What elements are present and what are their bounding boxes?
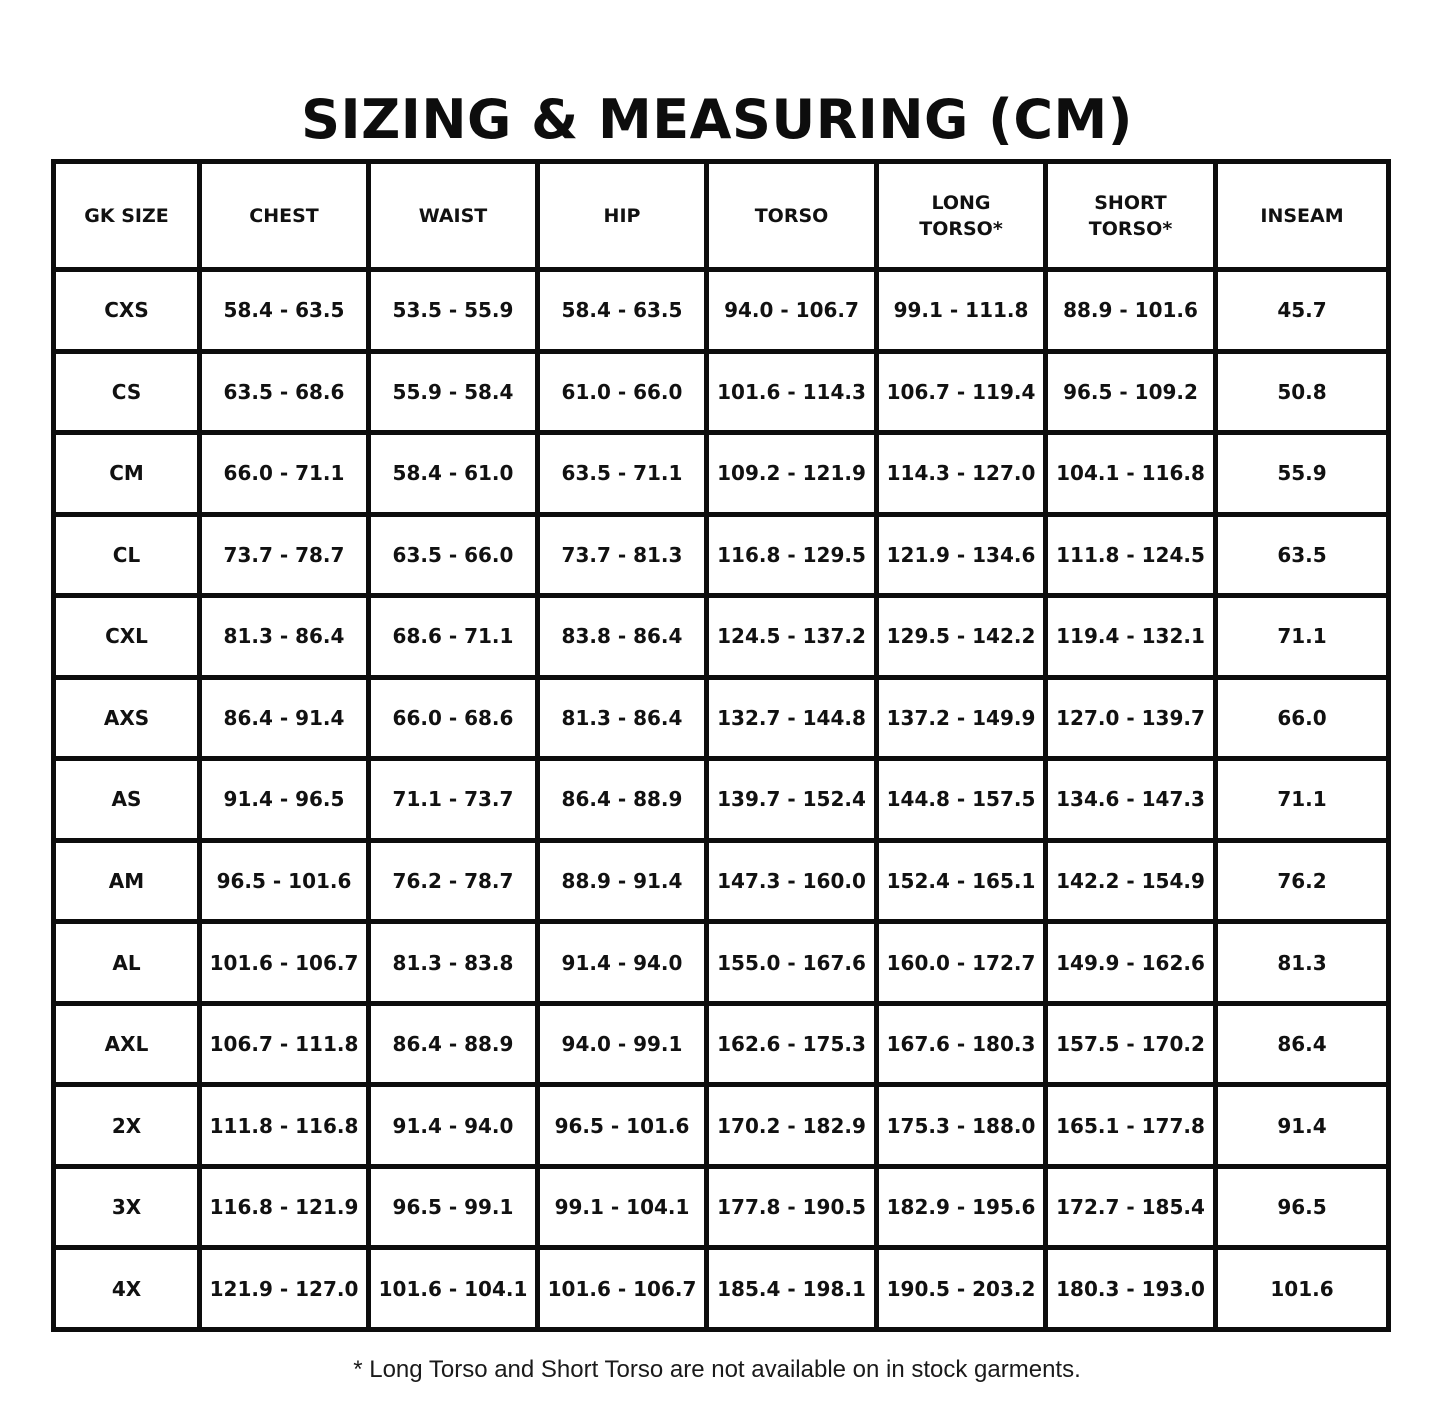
cell-inseam: 66.0 — [1216, 677, 1389, 759]
cell-torso: 101.6 - 114.3 — [707, 351, 877, 433]
column-header-long-torso: LONG TORSO* — [877, 162, 1046, 270]
cell-torso: 139.7 - 152.4 — [707, 759, 877, 841]
table-row — [54, 1248, 1389, 1330]
cell-long-torso: 99.1 - 111.8 — [877, 270, 1046, 352]
cell-long-torso: 137.2 - 149.9 — [877, 677, 1046, 759]
cell-gk-size: CXL — [54, 596, 200, 678]
cell-chest: 111.8 - 116.8 — [200, 1085, 369, 1167]
cell-chest: 91.4 - 96.5 — [200, 759, 369, 841]
footnote: * Long Torso and Short Torso are not available on in stock garments. — [353, 1356, 1081, 1383]
cell-gk-size: AS — [54, 759, 200, 841]
cell-short-torso: 172.7 - 185.4 — [1046, 1166, 1216, 1248]
cell-short-torso: 157.5 - 170.2 — [1046, 1003, 1216, 1085]
cell-torso: 162.6 - 175.3 — [707, 1003, 877, 1085]
cell-inseam: 81.3 — [1216, 922, 1389, 1004]
cell-chest: 101.6 - 106.7 — [200, 922, 369, 1004]
cell-inseam: 45.7 — [1216, 270, 1389, 352]
cell-long-torso: 152.4 - 165.1 — [877, 840, 1046, 922]
cell-gk-size: AXS — [54, 677, 200, 759]
cell-long-torso: 144.8 - 157.5 — [877, 759, 1046, 841]
table-row — [54, 1166, 1389, 1248]
cell-long-torso: 121.9 - 134.6 — [877, 514, 1046, 596]
column-header-hip: HIP — [538, 162, 707, 270]
cell-torso: 94.0 - 106.7 — [707, 270, 877, 352]
cell-hip: 88.9 - 91.4 — [538, 840, 707, 922]
column-header-chest: CHEST — [200, 162, 369, 270]
table-row — [54, 922, 1389, 1004]
table-row — [54, 433, 1389, 515]
cell-torso: 155.0 - 167.6 — [707, 922, 877, 1004]
cell-gk-size: CL — [54, 514, 200, 596]
cell-inseam: 86.4 — [1216, 1003, 1389, 1085]
cell-long-torso: 167.6 - 180.3 — [877, 1003, 1046, 1085]
cell-inseam: 50.8 — [1216, 351, 1389, 433]
cell-torso: 185.4 - 198.1 — [707, 1248, 877, 1330]
cell-torso: 170.2 - 182.9 — [707, 1085, 877, 1167]
cell-chest: 81.3 - 86.4 — [200, 596, 369, 678]
cell-torso: 177.8 - 190.5 — [707, 1166, 877, 1248]
cell-chest: 121.9 - 127.0 — [200, 1248, 369, 1330]
table-row — [54, 351, 1389, 433]
cell-long-torso: 106.7 - 119.4 — [877, 351, 1046, 433]
cell-hip: 58.4 - 63.5 — [538, 270, 707, 352]
cell-short-torso: 96.5 - 109.2 — [1046, 351, 1216, 433]
cell-short-torso: 111.8 - 124.5 — [1046, 514, 1216, 596]
cell-inseam: 71.1 — [1216, 759, 1389, 841]
cell-inseam: 96.5 — [1216, 1166, 1389, 1248]
cell-gk-size: CS — [54, 351, 200, 433]
cell-waist: 55.9 - 58.4 — [369, 351, 538, 433]
cell-waist: 81.3 - 83.8 — [369, 922, 538, 1004]
table-row — [54, 1085, 1389, 1167]
cell-hip: 101.6 - 106.7 — [538, 1248, 707, 1330]
cell-chest: 66.0 - 71.1 — [200, 433, 369, 515]
sizing-table — [51, 159, 1391, 1332]
table-row — [54, 677, 1389, 759]
cell-short-torso: 119.4 - 132.1 — [1046, 596, 1216, 678]
cell-gk-size: AM — [54, 840, 200, 922]
cell-chest: 96.5 - 101.6 — [200, 840, 369, 922]
cell-torso: 147.3 - 160.0 — [707, 840, 877, 922]
page-title: SIZING & MEASURING (CM) — [301, 88, 1133, 152]
cell-waist: 66.0 - 68.6 — [369, 677, 538, 759]
cell-chest: 116.8 - 121.9 — [200, 1166, 369, 1248]
cell-short-torso: 165.1 - 177.8 — [1046, 1085, 1216, 1167]
cell-torso: 109.2 - 121.9 — [707, 433, 877, 515]
table-row — [54, 840, 1389, 922]
cell-chest: 58.4 - 63.5 — [200, 270, 369, 352]
cell-short-torso: 88.9 - 101.6 — [1046, 270, 1216, 352]
table-row — [54, 759, 1389, 841]
table-row — [54, 270, 1389, 352]
cell-short-torso: 149.9 - 162.6 — [1046, 922, 1216, 1004]
cell-chest: 63.5 - 68.6 — [200, 351, 369, 433]
cell-long-torso: 160.0 - 172.7 — [877, 922, 1046, 1004]
cell-long-torso: 190.5 - 203.2 — [877, 1248, 1046, 1330]
cell-waist: 86.4 - 88.9 — [369, 1003, 538, 1085]
cell-short-torso: 104.1 - 116.8 — [1046, 433, 1216, 515]
cell-waist: 68.6 - 71.1 — [369, 596, 538, 678]
cell-gk-size: 3X — [54, 1166, 200, 1248]
cell-torso: 132.7 - 144.8 — [707, 677, 877, 759]
table-row — [54, 1003, 1389, 1085]
cell-waist: 96.5 - 99.1 — [369, 1166, 538, 1248]
cell-inseam: 55.9 — [1216, 433, 1389, 515]
cell-hip: 96.5 - 101.6 — [538, 1085, 707, 1167]
cell-hip: 73.7 - 81.3 — [538, 514, 707, 596]
cell-waist: 63.5 - 66.0 — [369, 514, 538, 596]
cell-waist: 76.2 - 78.7 — [369, 840, 538, 922]
table-body — [54, 270, 1389, 1330]
cell-inseam: 71.1 — [1216, 596, 1389, 678]
cell-long-torso: 129.5 - 142.2 — [877, 596, 1046, 678]
cell-chest: 106.7 - 111.8 — [200, 1003, 369, 1085]
cell-short-torso: 134.6 - 147.3 — [1046, 759, 1216, 841]
cell-inseam: 76.2 — [1216, 840, 1389, 922]
cell-hip: 81.3 - 86.4 — [538, 677, 707, 759]
cell-inseam: 101.6 — [1216, 1248, 1389, 1330]
table-header-row — [54, 162, 1389, 270]
cell-long-torso: 114.3 - 127.0 — [877, 433, 1046, 515]
cell-hip: 61.0 - 66.0 — [538, 351, 707, 433]
cell-gk-size: AXL — [54, 1003, 200, 1085]
cell-hip: 99.1 - 104.1 — [538, 1166, 707, 1248]
cell-waist: 58.4 - 61.0 — [369, 433, 538, 515]
cell-hip: 94.0 - 99.1 — [538, 1003, 707, 1085]
cell-long-torso: 175.3 - 188.0 — [877, 1085, 1046, 1167]
cell-gk-size: 4X — [54, 1248, 200, 1330]
column-header-short-torso: SHORT TORSO* — [1046, 162, 1216, 270]
cell-waist: 101.6 - 104.1 — [369, 1248, 538, 1330]
cell-gk-size: AL — [54, 922, 200, 1004]
cell-hip: 63.5 - 71.1 — [538, 433, 707, 515]
column-header-waist: WAIST — [369, 162, 538, 270]
cell-gk-size: CM — [54, 433, 200, 515]
column-header-torso: TORSO — [707, 162, 877, 270]
cell-short-torso: 142.2 - 154.9 — [1046, 840, 1216, 922]
cell-short-torso: 127.0 - 139.7 — [1046, 677, 1216, 759]
cell-torso: 124.5 - 137.2 — [707, 596, 877, 678]
cell-torso: 116.8 - 129.5 — [707, 514, 877, 596]
table-row — [54, 596, 1389, 678]
cell-hip: 86.4 - 88.9 — [538, 759, 707, 841]
cell-short-torso: 180.3 - 193.0 — [1046, 1248, 1216, 1330]
cell-inseam: 91.4 — [1216, 1085, 1389, 1167]
cell-chest: 73.7 - 78.7 — [200, 514, 369, 596]
cell-hip: 91.4 - 94.0 — [538, 922, 707, 1004]
cell-waist: 53.5 - 55.9 — [369, 270, 538, 352]
cell-gk-size: 2X — [54, 1085, 200, 1167]
table-row — [54, 514, 1389, 596]
cell-inseam: 63.5 — [1216, 514, 1389, 596]
cell-chest: 86.4 - 91.4 — [200, 677, 369, 759]
cell-gk-size: CXS — [54, 270, 200, 352]
cell-long-torso: 182.9 - 195.6 — [877, 1166, 1046, 1248]
cell-hip: 83.8 - 86.4 — [538, 596, 707, 678]
cell-waist: 71.1 - 73.7 — [369, 759, 538, 841]
column-header-inseam: INSEAM — [1216, 162, 1389, 270]
column-header-gk-size: GK SIZE — [54, 162, 200, 270]
cell-waist: 91.4 - 94.0 — [369, 1085, 538, 1167]
